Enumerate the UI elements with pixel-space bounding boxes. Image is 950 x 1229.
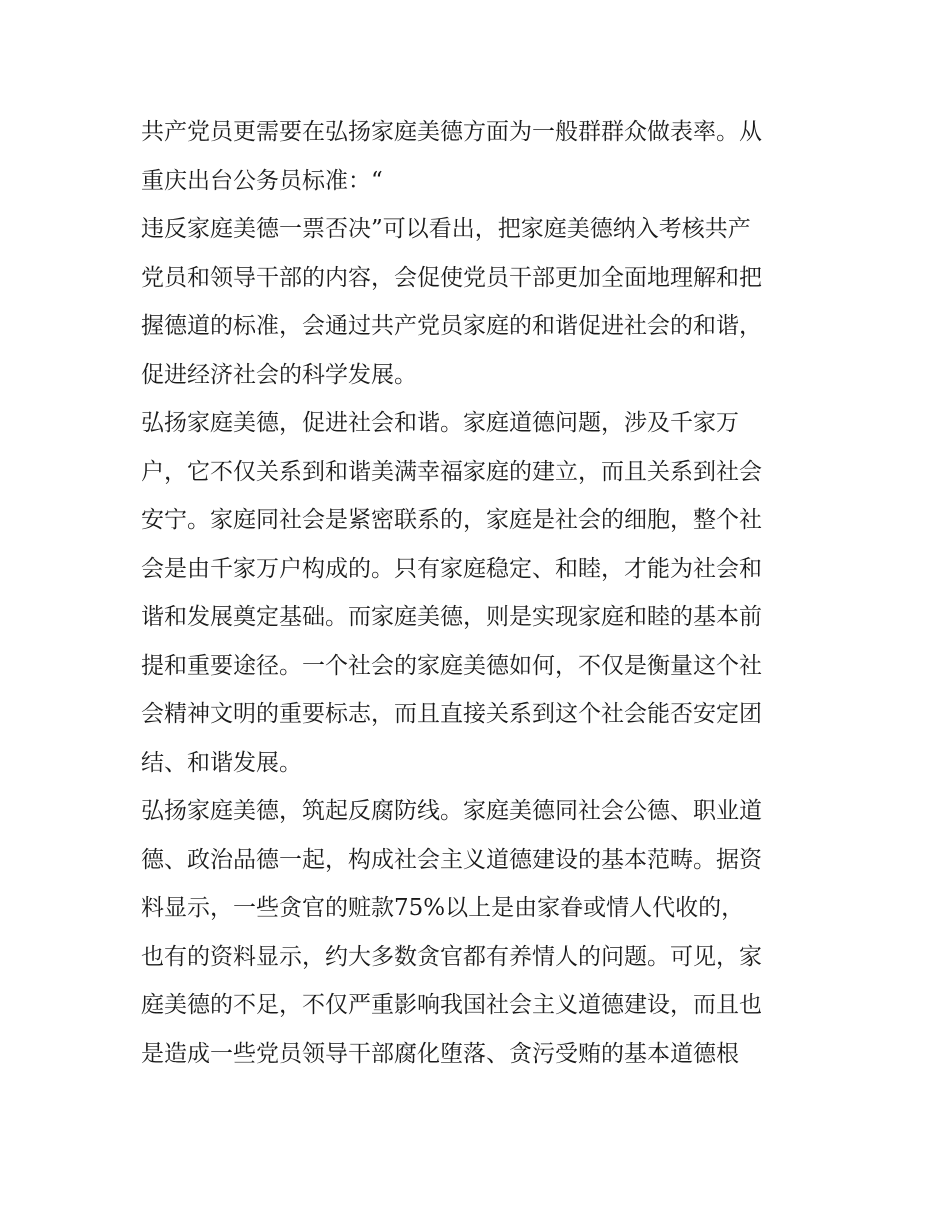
text-line: 户，它不仅关系到和谐美满幸福家庭的建立，而且关系到社会 <box>141 458 762 485</box>
body-text <box>141 108 821 1078</box>
text-line: 共产党员更需要在弘扬家庭美德方面为一般群群众做表率。从 <box>141 119 762 145</box>
text-line: 庭美德的不足，不仅严重影响我国社会主义道德建设，而且也 <box>141 992 762 1018</box>
text-line: 安宁。家庭同社会是紧密联系的，家庭是社会的细胞，整个社 <box>141 507 762 533</box>
text-line: 是造成一些党员领导干部腐化堕落、贪污受贿的基本道德根 <box>141 1040 739 1067</box>
text-line: 握德道的标准，会通过共产党员家庭的和谐促进社会的和谐， <box>141 313 762 339</box>
text-line: 弘扬家庭美德，促进社会和谐。家庭道德问题，涉及千家万 <box>141 410 739 436</box>
text-line: 德、政治品德一起，构成社会主义道德建设的基本范畴。据资 <box>141 846 762 873</box>
text-line: 违反家庭美德一票否决”可以看出，把家庭美德纳入考核共产 <box>141 216 751 242</box>
text-line: 结、和谐发展。 <box>141 749 302 776</box>
text-line: 会是由千家万户构成的。只有家庭稳定、和睦，才能为社会和 <box>141 555 762 582</box>
text-line: 促进经济社会的科学发展。 <box>141 361 417 388</box>
text-line: 料显示，一些贪官的赃款75%以上是由家眷或情人代收的， <box>141 895 745 921</box>
text-line: 谐和发展奠定基础。而家庭美德，则是实现家庭和睦的基本前 <box>141 604 762 630</box>
text-line: 重庆出台公务员标准：“ <box>141 167 383 194</box>
text-line: 提和重要途径。一个社会的家庭美德如何，不仅是衡量这个社 <box>141 652 762 679</box>
text-line: 会精神文明的重要标志，而且直接关系到这个社会能否安定团 <box>141 701 762 727</box>
text-line: 也有的资料显示，约大多数贪官都有养情人的问题。可见，家 <box>141 943 762 970</box>
text-line: 弘扬家庭美德，筑起反腐防线。家庭美德同社会公德、职业道 <box>141 798 762 824</box>
text-line: 党员和领导干部的内容，会促使党员干部更加全面地理解和把 <box>141 264 762 291</box>
